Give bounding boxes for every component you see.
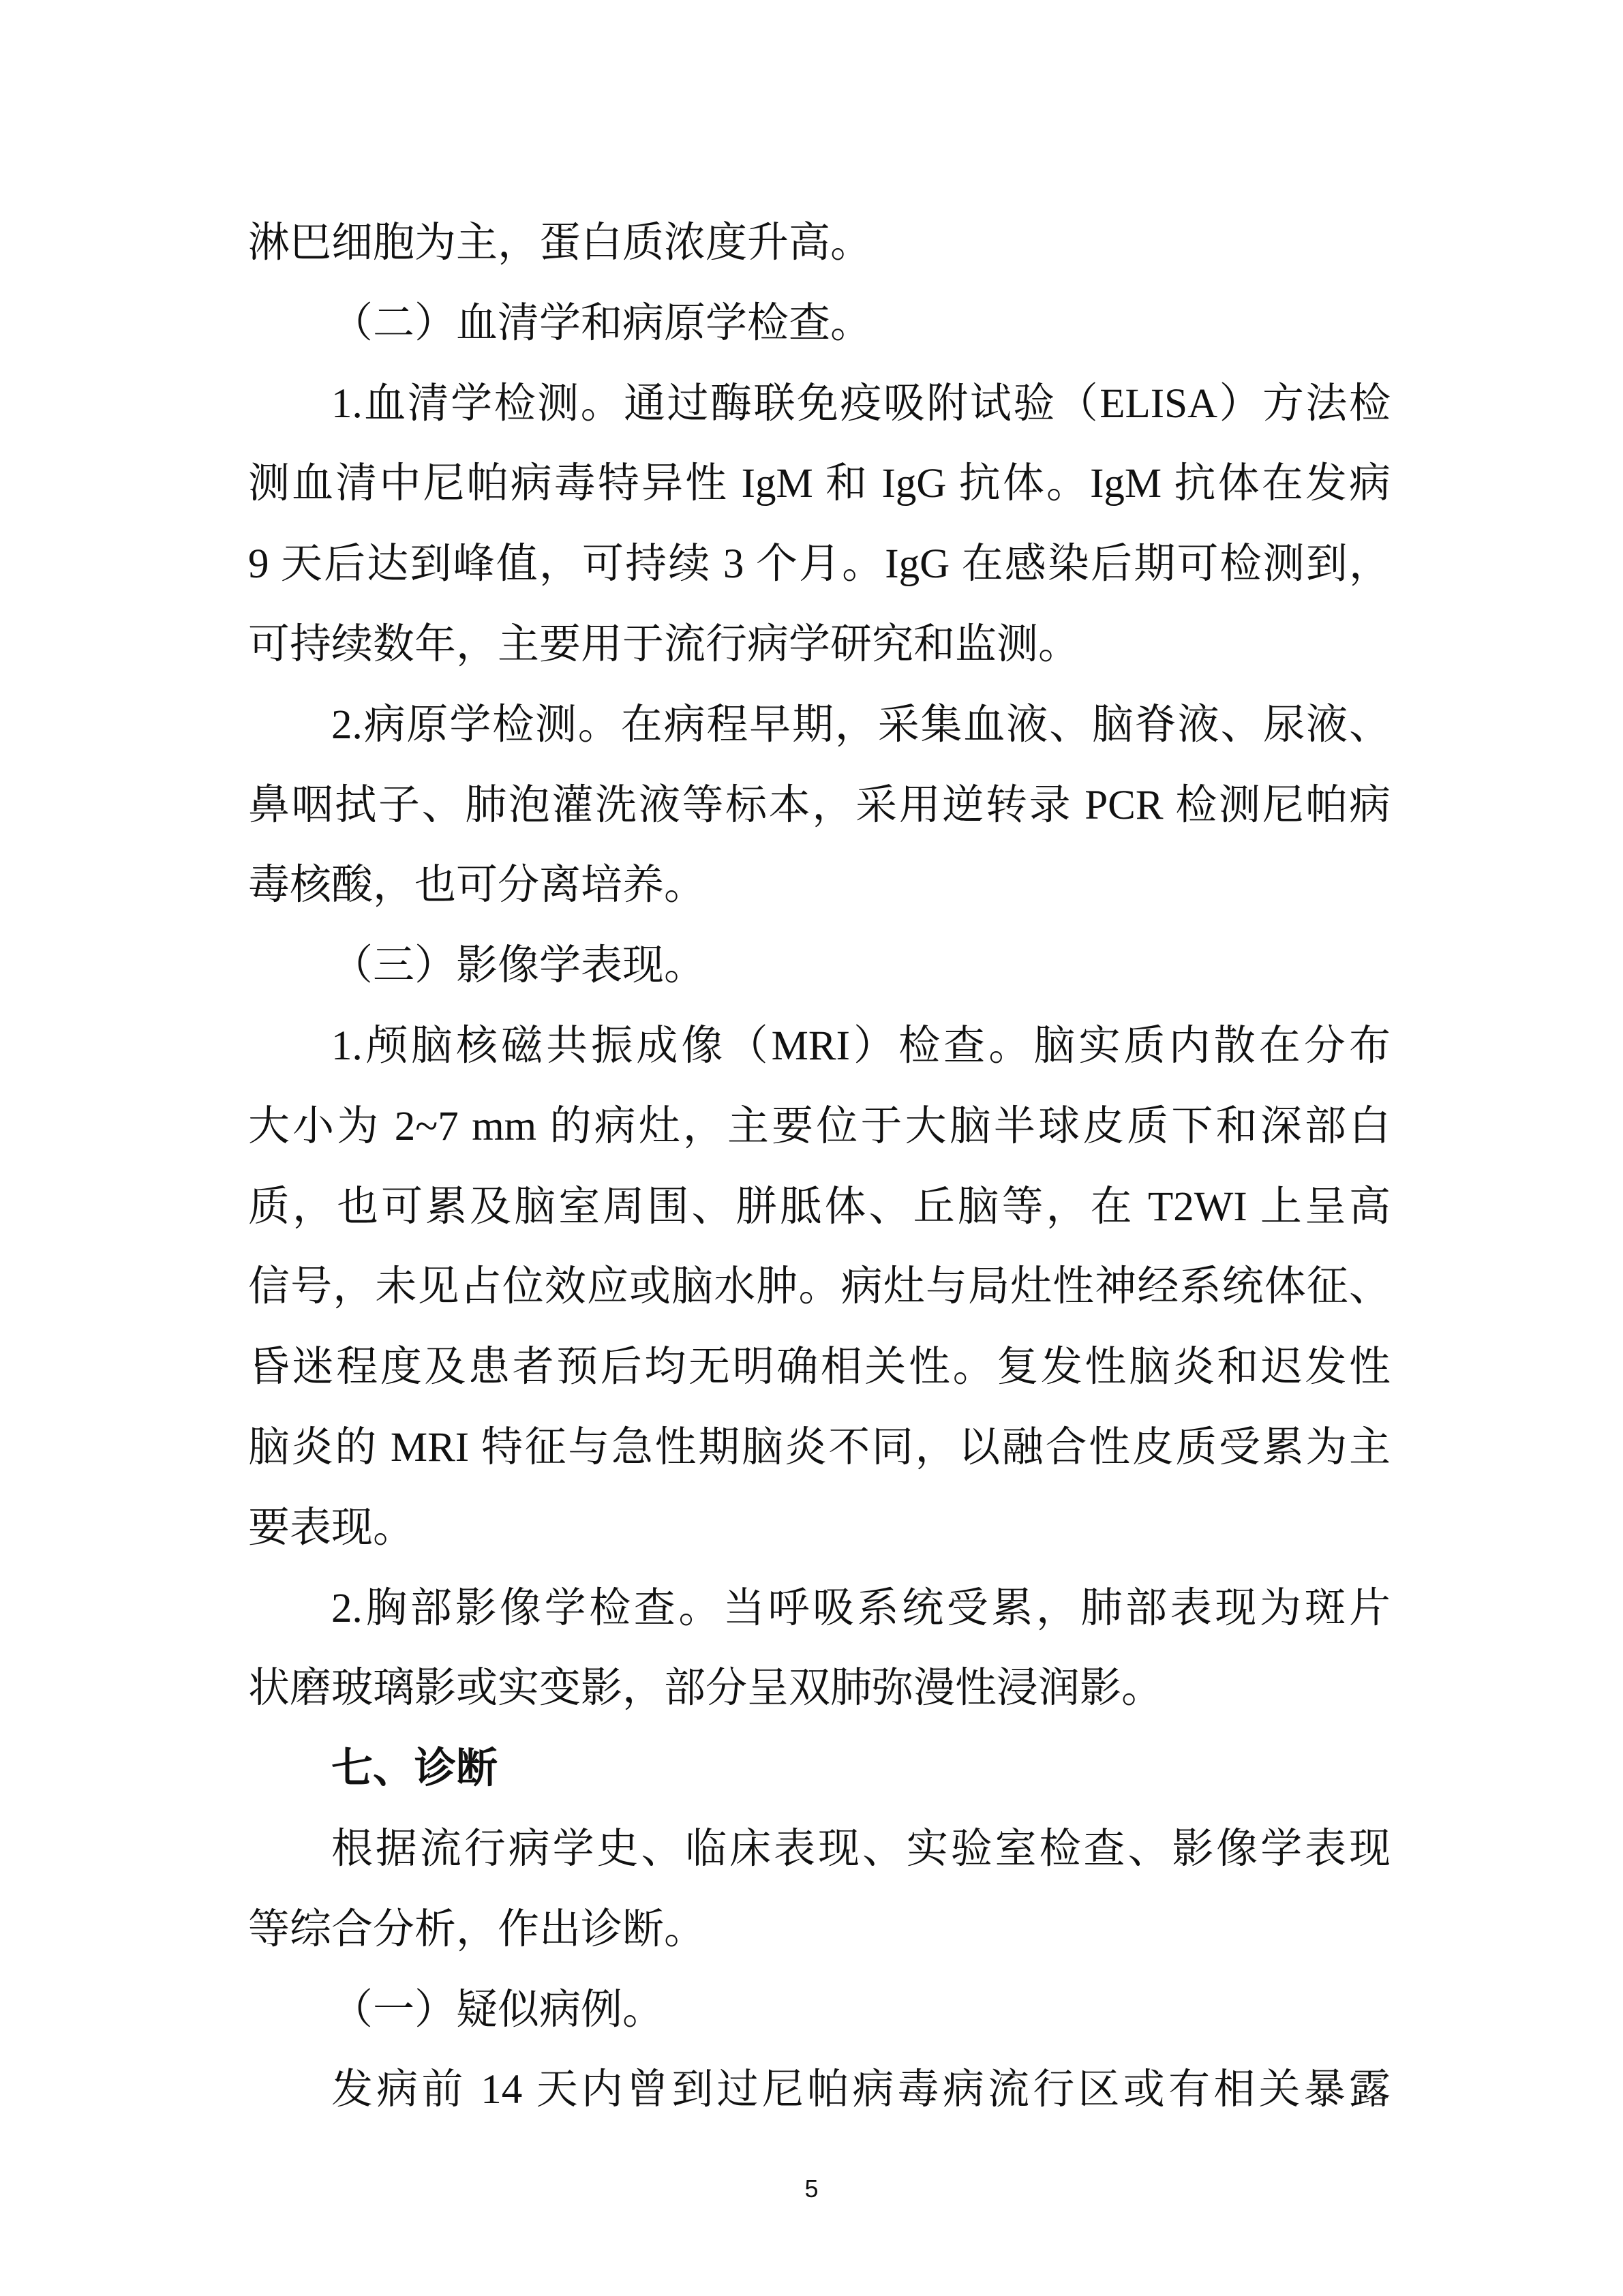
page-number: 5 bbox=[804, 2175, 819, 2203]
text-line: 脑炎的 MRI 特征与急性期脑炎不同，以融合性皮质受累为主 bbox=[248, 1424, 1391, 1470]
subsection-heading: （二）血清学和病原学检查。 bbox=[331, 300, 873, 346]
text-line: 毒核酸，也可分离培养。 bbox=[248, 862, 706, 909]
document-body bbox=[248, 203, 1391, 2130]
text-line: 状磨玻璃影或实变影，部分呈双肺弥漫性浸润影。 bbox=[248, 1665, 1164, 1712]
section-heading: 七、诊断 bbox=[331, 1746, 498, 1792]
text-line: 可持续数年，主要用于流行病学研究和监测。 bbox=[248, 621, 1080, 667]
text-line: 发病前 14 天内曾到过尼帕病毒病流行区或有相关暴露 bbox=[331, 2067, 1391, 2113]
subsection-heading: （三）影像学表现。 bbox=[331, 943, 706, 989]
text-line: 2.病原学检测。在病程早期，采集血液、脑脊液、尿液、 bbox=[331, 701, 1391, 748]
text-line: 等综合分析，作出诊断。 bbox=[248, 1906, 706, 1952]
text-line: 质，也可累及脑室周围、胼胝体、丘脑等，在 T2WI 上呈高 bbox=[248, 1183, 1391, 1230]
text-line: 鼻咽拭子、肺泡灌洗液等标本，采用逆转录 PCR 检测尼帕病 bbox=[248, 782, 1391, 828]
text-line: 淋巴细胞为主，蛋白质浓度升高。 bbox=[248, 220, 873, 266]
text-line: 9 天后达到峰值，可持续 3 个月。IgG 在感染后期可检测到， bbox=[248, 541, 1391, 588]
text-line: 根据流行病学史、临床表现、实验室检查、影像学表现 bbox=[331, 1826, 1391, 1872]
text-line: 1.血清学检测。通过酶联免疫吸附试验（ELISA）方法检 bbox=[331, 380, 1391, 427]
text-line: 1.颅脑核磁共振成像（MRI）检查。脑实质内散在分布 bbox=[331, 1023, 1391, 1069]
text-line: 2.胸部影像学检查。当呼吸系统受累，肺部表现为斑片 bbox=[331, 1585, 1391, 1631]
text-line: 测血清中尼帕病毒特异性 IgM 和 IgG 抗体。IgM 抗体在发病 bbox=[248, 461, 1391, 507]
subsection-heading: （一）疑似病例。 bbox=[331, 1987, 665, 2033]
text-line: 大小为 2~7 mm 的病灶，主要位于大脑半球皮质下和深部白 bbox=[248, 1103, 1391, 1149]
text-line: 信号，未见占位效应或脑水肿。病灶与局灶性神经系统体征、 bbox=[248, 1264, 1391, 1310]
text-line: 要表现。 bbox=[248, 1505, 415, 1551]
text-line: 昏迷程度及患者预后均无明确相关性。复发性脑炎和迟发性 bbox=[248, 1344, 1391, 1391]
